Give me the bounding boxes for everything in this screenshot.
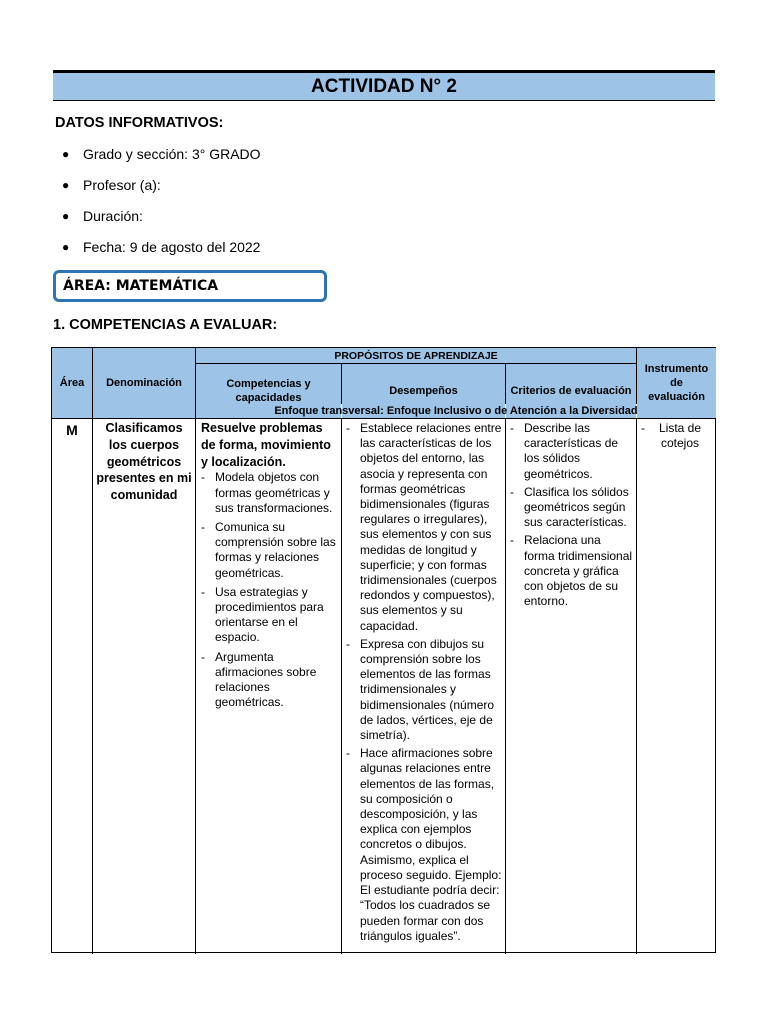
bullet-icon: ● [62,240,70,254]
list-item: - Usa estrategias y procedimientos para orientarse en el espacio. [201,584,324,645]
row-instrumento [641,421,713,454]
datos-heading: DATOS INFORMATIVOS: [55,115,224,131]
list-item: - Hace afirmaciones sobre algunas relaciones entre elementos de las formas, su composición o descomposición, y las explica con ejemplos concretos o dibujos. Asimismo, explica el proceso seguido. Ejemplo: El estudiante podría decir: “Todos los cuadrados se pueden formar con dos triángulos iguales”. [346,746,502,943]
list-item: - Expresa con dibujos su comprensión sobre los elementos de las formas tridimensionales y bidimensionales (número de lados, vértices, eje de simetría). [346,636,495,743]
list-item: - Comunica su comprensión sobre las formas y relaciones geométricas. [201,520,336,580]
bullet-icon: ● [62,209,70,223]
list-item: - Relaciona una forma tridimensional concreta y gráfica con objetos de su entorno. [510,533,633,609]
divider [505,418,506,954]
bullet-icon: ● [62,147,70,161]
list-item: - Establece relaciones entre las características de los objetos del entorno, las asocia y representa con formas geométricas bidimensionales (figuras regulares o irregulares), sus elementos y con sus medidas de longitud y superficie; y con formas tridimensionales (cuerpos redondos y compuestos), sus elementos y su capacidad. [346,421,502,633]
competencia-title: Resuelve problemas de forma, movimiento y localización. [201,421,331,469]
header-instrumento: Instrumento de evaluación [637,348,716,418]
divider [341,418,342,954]
competencias-table [51,347,716,953]
list-item: - Lista de cotejos [641,421,702,451]
list-item: ● Fecha: 9 de agosto del 2022 [62,239,261,270]
row-competencias [201,420,339,713]
header-denominacion: Denominación [93,348,195,418]
row-denominacion: Clasificamos los cuerpos geométricos presentes en mi comunidad [96,421,192,503]
datos-list [62,146,261,270]
divider [52,418,716,419]
enfoque-transversal: Enfoque transversal: Enfoque Inclusivo o de Atención a la Diversidad [274,405,638,417]
criterios-list [510,421,634,609]
list-item: - Argumenta afirmaciones sobre relaciones geométricas. [201,649,317,710]
competencias-heading: 1. COMPETENCIAS A EVALUAR: [53,317,278,333]
list-item: ● Grado y sección: 3° GRADO [62,146,261,177]
divider [636,418,637,954]
list-item: - Describe las características de los sólidos geométricos. [510,421,619,481]
list-item: ● Duración: [62,208,261,239]
area-label: ÁREA: MATEMÁTICA [53,270,327,302]
divider [92,348,93,954]
row-area: M [66,422,78,438]
divider [195,348,196,954]
capacidades-list [201,470,339,710]
divider [636,348,637,404]
bullet-icon: ● [62,178,70,192]
header-area: Área [52,348,92,418]
divider [195,363,636,364]
row-criterios [510,421,634,612]
header-competencias: Competencias y capacidades [196,364,341,418]
divider [341,363,342,404]
row-desempenos [346,421,503,947]
header-desempenos: Desempeños [342,364,505,418]
divider [505,363,506,404]
header-criterios: Criterios de evaluación [506,364,636,418]
activity-title: ACTIVIDAD N° 2 [53,70,715,101]
list-item: ● Profesor (a): [62,177,261,208]
list-item: - Clasifica los sólidos geométricos según sus características. [510,484,629,530]
header-propositos: PROPÓSITOS DE APRENDIZAJE [196,348,636,363]
desempenos-list [346,421,503,944]
list-item: - Modela objetos con formas geométricas y sus transformaciones. [201,470,333,515]
instrumento-list [641,421,713,451]
